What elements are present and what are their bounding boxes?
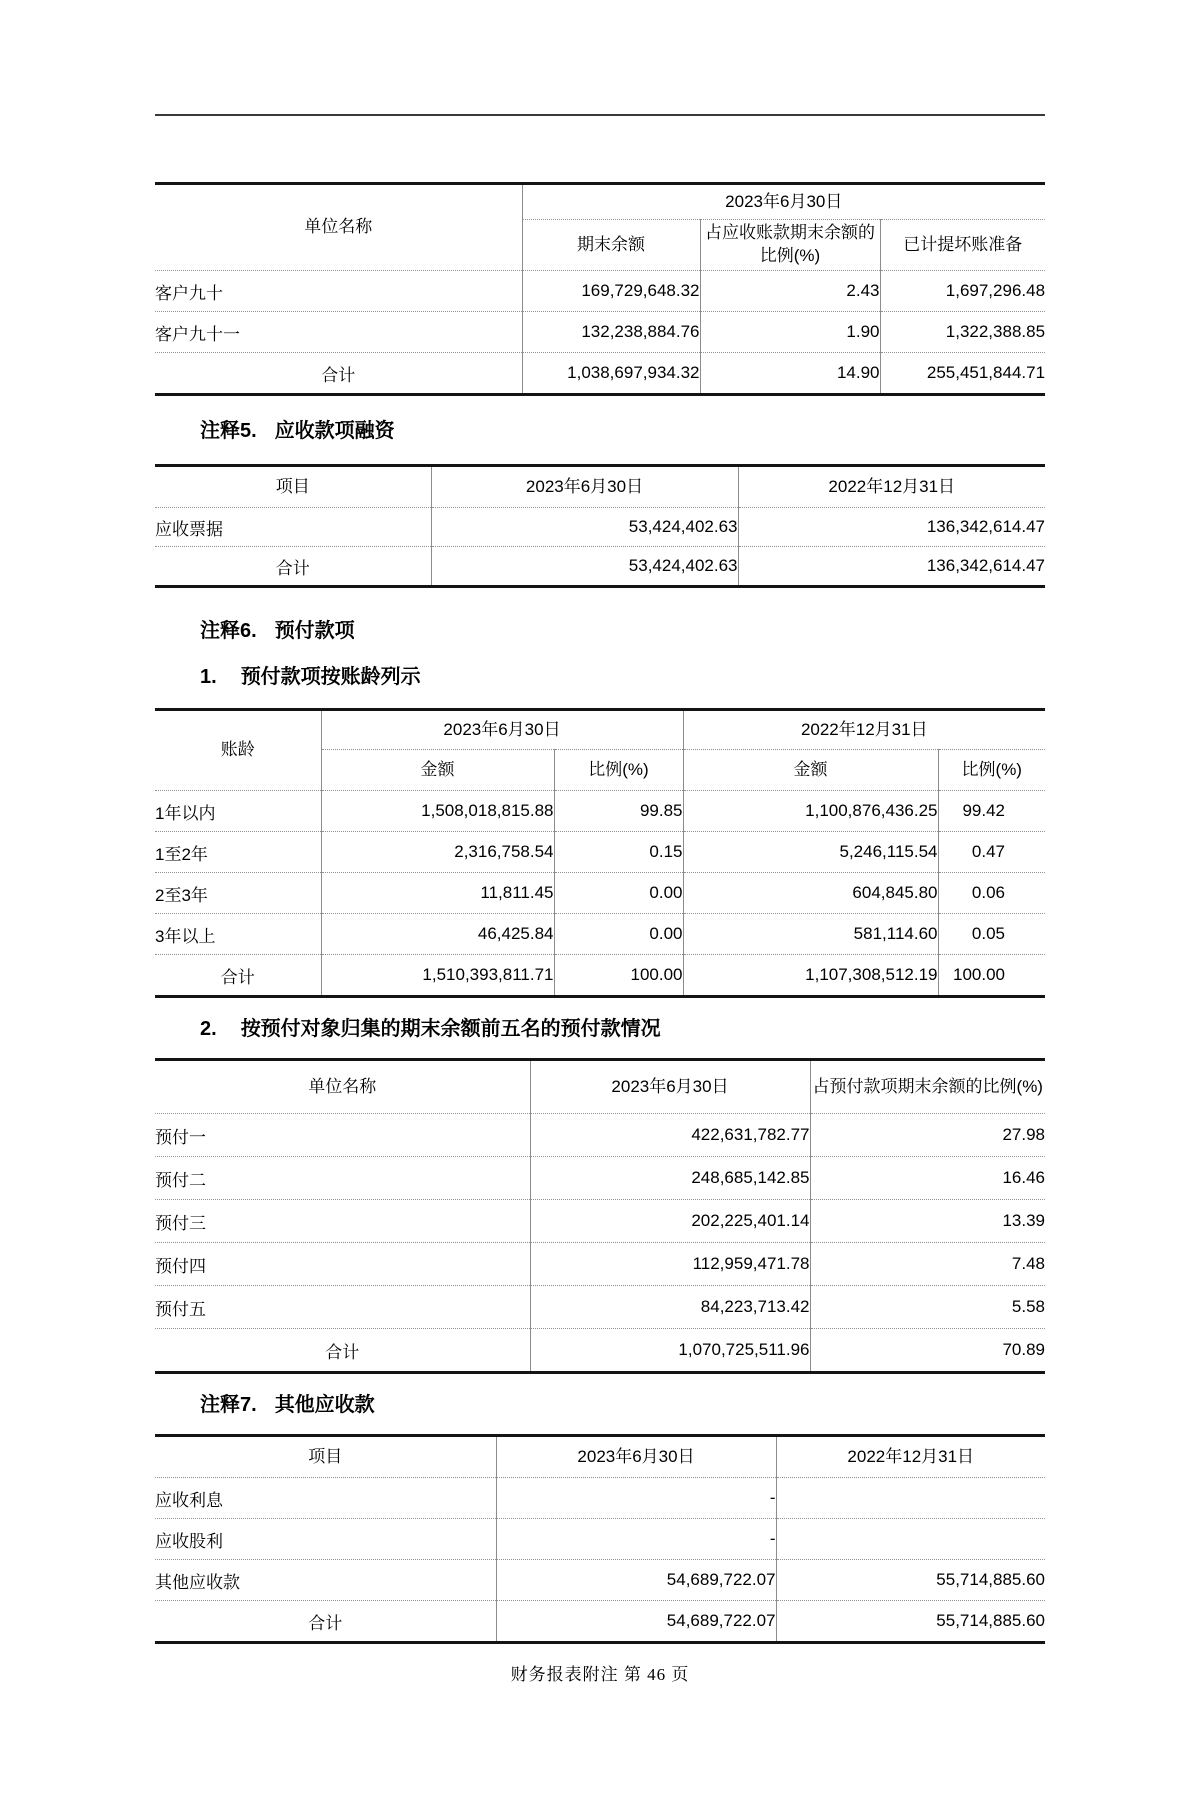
unit-name-column-header: 单位名称 bbox=[155, 184, 522, 271]
value-2022-cell: 55,714,885.60 bbox=[776, 1560, 1045, 1601]
total-row bbox=[155, 353, 1045, 395]
item-cell: 其他应收款 bbox=[155, 1560, 496, 1601]
total-label-cell: 合计 bbox=[220, 967, 255, 987]
total-2022-cell: 136,342,614.47 bbox=[738, 547, 1045, 587]
amount-2022-cell: 1,100,876,436.25 bbox=[683, 791, 938, 832]
item-column-header: 项目 bbox=[155, 466, 431, 508]
table-row bbox=[155, 1560, 1045, 1601]
ratio-cell: 7.48 bbox=[810, 1243, 1045, 1286]
total-2022-cell: 55,714,885.60 bbox=[776, 1601, 1045, 1643]
total-provision-cell: 255,451,844.71 bbox=[880, 353, 1045, 395]
value-2023-cell: 53,424,402.63 bbox=[431, 508, 738, 547]
unit-name-cell: 预付四 bbox=[155, 1243, 530, 1286]
ratio-cell: 27.98 bbox=[810, 1114, 1045, 1157]
value-2023-cell: 54,689,722.07 bbox=[496, 1560, 776, 1601]
value-2022-cell: 136,342,614.47 bbox=[738, 508, 1045, 547]
ratio-cell: 1.90 bbox=[700, 312, 880, 353]
ending-balance-cell: 169,729,648.32 bbox=[522, 271, 700, 312]
ratio-2022-cell: 0.06 bbox=[938, 873, 1045, 914]
table-row bbox=[155, 1519, 1045, 1560]
table-row bbox=[155, 1114, 1045, 1157]
ratio-2023-cell: 0.15 bbox=[554, 832, 683, 873]
amount-2023-cell: 11,811.45 bbox=[321, 873, 554, 914]
ratio-2023-cell: 0.00 bbox=[554, 873, 683, 914]
note6-heading-label: 注释6. bbox=[200, 620, 257, 642]
aging-column-header: 账龄 bbox=[155, 710, 321, 791]
note7-heading-label: 注释7. bbox=[200, 1394, 257, 1416]
table-row bbox=[155, 312, 1045, 353]
amount-2022-column-header: 金额 bbox=[683, 750, 938, 791]
aging-cell: 2至3年 bbox=[155, 873, 321, 914]
subheading-number: 1. bbox=[200, 666, 217, 688]
amount-2022-cell: 581,114.60 bbox=[683, 914, 938, 955]
total-row bbox=[155, 1601, 1045, 1643]
receivables-top-customers-table bbox=[155, 182, 1045, 396]
total-amount-2023-cell: 1,510,393,811.71 bbox=[321, 955, 554, 997]
ratio-2022-cell: 99.42 bbox=[938, 791, 1045, 832]
unit-name-cell: 预付二 bbox=[155, 1157, 530, 1200]
table-row bbox=[155, 1478, 1045, 1519]
ratio-cell: 2.43 bbox=[700, 271, 880, 312]
receivables-financing-table bbox=[155, 464, 1045, 588]
total-2023-cell: 54,689,722.07 bbox=[496, 1601, 776, 1643]
total-ratio-cell: 70.89 bbox=[810, 1329, 1045, 1373]
subheading-number: 2. bbox=[200, 1018, 217, 1040]
total-row bbox=[155, 1329, 1045, 1373]
amount-cell: 248,685,142.85 bbox=[530, 1157, 810, 1200]
customer-name-cell: 客户九十 bbox=[155, 271, 522, 312]
table-row bbox=[155, 1286, 1045, 1329]
item-cell: 应收利息 bbox=[155, 1478, 496, 1519]
ratio-2022-cell: 0.05 bbox=[938, 914, 1045, 955]
table-row bbox=[155, 914, 1045, 955]
table-row bbox=[155, 1200, 1045, 1243]
table-row bbox=[155, 791, 1045, 832]
table-row bbox=[155, 1243, 1045, 1286]
table-group-header-row bbox=[155, 710, 1045, 750]
table-row bbox=[155, 1157, 1045, 1200]
ending-balance-cell: 132,238,884.76 bbox=[522, 312, 700, 353]
amount-cell: 112,959,471.78 bbox=[530, 1243, 810, 1286]
amount-cell: 84,223,713.42 bbox=[530, 1286, 810, 1329]
aging-cell: 1年以内 bbox=[155, 791, 321, 832]
table-header-row bbox=[155, 466, 1045, 508]
ratio-cell: 13.39 bbox=[810, 1200, 1045, 1243]
value-2023-cell: - bbox=[496, 1478, 776, 1519]
amount-2023-cell: 46,425.84 bbox=[321, 914, 554, 955]
value-2023-cell: - bbox=[496, 1519, 776, 1560]
amount-2022-cell: 604,845.80 bbox=[683, 873, 938, 914]
page-footer: 财务报表附注 第 46 页 bbox=[510, 1665, 690, 1684]
note6-heading bbox=[155, 618, 1045, 644]
total-ratio-2022-cell: 100.00 bbox=[938, 955, 1045, 997]
total-label-cell: 合计 bbox=[325, 1342, 360, 1362]
subheading-title: 按预付对象归集的期末余额前五名的预付款情况 bbox=[240, 1018, 661, 1040]
date-2023-column-header: 2023年6月30日 bbox=[431, 466, 738, 508]
note5-heading bbox=[155, 418, 1045, 444]
ratio-2023-cell: 99.85 bbox=[554, 791, 683, 832]
note7-heading bbox=[155, 1392, 1045, 1418]
total-row bbox=[155, 547, 1045, 587]
subheading-title: 预付款项按账龄列示 bbox=[240, 666, 421, 688]
amount-2023-cell: 2,316,758.54 bbox=[321, 832, 554, 873]
note7-heading-title: 其他应收款 bbox=[274, 1394, 375, 1416]
total-label-cell: 合计 bbox=[321, 365, 356, 385]
item-cell: 应收票据 bbox=[155, 508, 431, 547]
unit-name-cell: 预付一 bbox=[155, 1114, 530, 1157]
other-receivables-table bbox=[155, 1434, 1045, 1644]
ratio-cell: 5.58 bbox=[810, 1286, 1045, 1329]
note5-heading-label: 注释5. bbox=[200, 420, 257, 442]
table-group-header-row bbox=[155, 184, 1045, 220]
unit-name-cell: 预付三 bbox=[155, 1200, 530, 1243]
amount-2023-cell: 1,508,018,815.88 bbox=[321, 791, 554, 832]
total-balance-cell: 1,038,697,934.32 bbox=[522, 353, 700, 395]
total-label-cell: 合计 bbox=[308, 1613, 343, 1633]
ratio-2023-cell: 0.00 bbox=[554, 914, 683, 955]
prepayment-top5-subheading bbox=[155, 1016, 1045, 1042]
total-amount-cell: 1,070,725,511.96 bbox=[530, 1329, 810, 1373]
date-2023-group-header: 2023年6月30日 bbox=[321, 710, 683, 750]
bad-debt-provision-column-header: 已计提坏账准备 bbox=[880, 220, 1045, 271]
table-header-row bbox=[155, 1436, 1045, 1478]
table-row bbox=[155, 832, 1045, 873]
table-row bbox=[155, 873, 1045, 914]
note6-heading-title: 预付款项 bbox=[274, 620, 355, 642]
table-header-row bbox=[155, 1060, 1045, 1114]
amount-2023-column-header: 金额 bbox=[321, 750, 554, 791]
prepayment-top5-table bbox=[155, 1058, 1045, 1374]
date-2022-group-header: 2022年12月31日 bbox=[683, 710, 1045, 750]
prepayment-ratio-column-header: 占预付款项期末余额的比例(%) bbox=[810, 1060, 1045, 1114]
ar-ratio-column-header: 占应收账款期末余额的比例(%) bbox=[700, 220, 880, 271]
date-2022-column-header: 2022年12月31日 bbox=[738, 466, 1045, 508]
ratio-2022-cell: 0.47 bbox=[938, 832, 1045, 873]
total-ratio-2023-cell: 100.00 bbox=[554, 955, 683, 997]
ending-balance-column-header: 期末余额 bbox=[522, 220, 700, 271]
unit-name-cell: 预付五 bbox=[155, 1286, 530, 1329]
provision-cell: 1,697,296.48 bbox=[880, 271, 1045, 312]
total-amount-2022-cell: 1,107,308,512.19 bbox=[683, 955, 938, 997]
date-2023-group-header: 2023年6月30日 bbox=[522, 184, 1045, 220]
table-row bbox=[155, 508, 1045, 547]
unit-name-column-header: 单位名称 bbox=[155, 1060, 530, 1114]
item-column-header: 项目 bbox=[155, 1436, 496, 1478]
total-row bbox=[155, 955, 1045, 997]
amount-cell: 422,631,782.77 bbox=[530, 1114, 810, 1157]
value-2022-cell bbox=[776, 1519, 1045, 1560]
date-2023-column-header: 2023年6月30日 bbox=[530, 1060, 810, 1114]
total-2023-cell: 53,424,402.63 bbox=[431, 547, 738, 587]
ratio-2022-column-header: 比例(%) bbox=[938, 750, 1045, 791]
amount-cell: 202,225,401.14 bbox=[530, 1200, 810, 1243]
note5-heading-title: 应收款项融资 bbox=[274, 420, 395, 442]
aging-cell: 3年以上 bbox=[155, 914, 321, 955]
total-ratio-cell: 14.90 bbox=[700, 353, 880, 395]
page-content bbox=[155, 114, 1045, 1685]
customer-name-cell: 客户九十一 bbox=[155, 312, 522, 353]
page-header-rule bbox=[155, 114, 1045, 116]
table-row bbox=[155, 271, 1045, 312]
date-2022-column-header: 2022年12月31日 bbox=[776, 1436, 1045, 1478]
item-cell: 应收股利 bbox=[155, 1519, 496, 1560]
total-label-cell: 合计 bbox=[275, 558, 310, 578]
date-2023-column-header: 2023年6月30日 bbox=[496, 1436, 776, 1478]
value-2022-cell bbox=[776, 1478, 1045, 1519]
amount-2022-cell: 5,246,115.54 bbox=[683, 832, 938, 873]
provision-cell: 1,322,388.85 bbox=[880, 312, 1045, 353]
prepayment-aging-subheading bbox=[155, 664, 1045, 690]
ratio-cell: 16.46 bbox=[810, 1157, 1045, 1200]
ratio-2023-column-header: 比例(%) bbox=[554, 750, 683, 791]
aging-cell: 1至2年 bbox=[155, 832, 321, 873]
prepayment-aging-table bbox=[155, 708, 1045, 998]
